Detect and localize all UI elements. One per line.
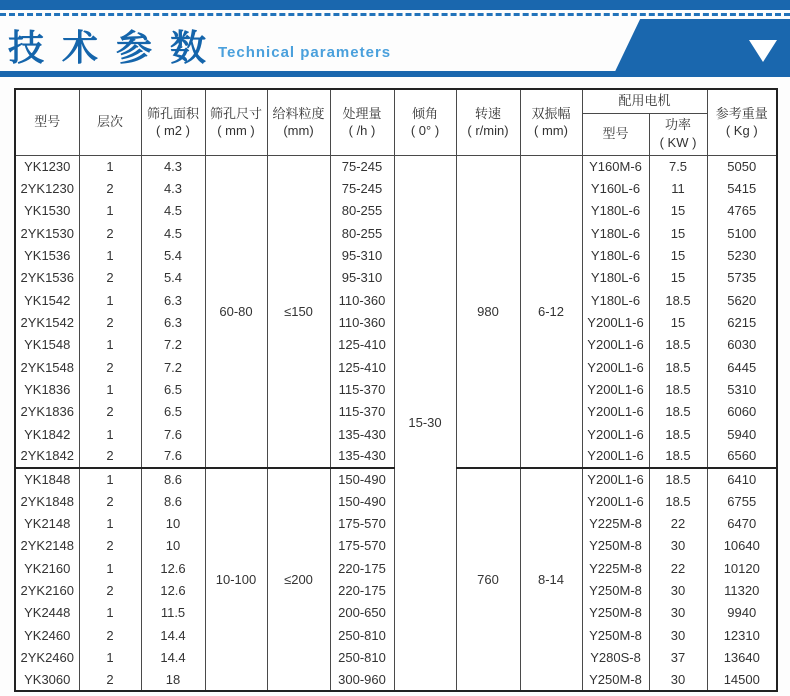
col-header-motor-power: 功率 ( KW ) bbox=[649, 113, 707, 155]
cell-weight: 5310 bbox=[707, 378, 777, 400]
cell-layers: 2 bbox=[79, 401, 141, 423]
cell-motor-model: Y160M-6 bbox=[582, 155, 649, 177]
cell-area: 10 bbox=[141, 535, 205, 557]
cell-motor-model: Y200L1-6 bbox=[582, 423, 649, 445]
cell-weight: 13640 bbox=[707, 646, 777, 668]
col-header-capacity: 处理量 ( /h ) bbox=[330, 89, 394, 155]
cell-motor-power: 30 bbox=[649, 579, 707, 601]
cell-hole-size: 10-100 bbox=[205, 468, 267, 691]
cell-weight: 6410 bbox=[707, 468, 777, 490]
cell-model: YK1548 bbox=[15, 334, 79, 356]
cell-capacity: 175-570 bbox=[330, 535, 394, 557]
cell-layers: 2 bbox=[79, 222, 141, 244]
cell-weight: 9940 bbox=[707, 602, 777, 624]
cell-weight: 6470 bbox=[707, 512, 777, 534]
cell-weight: 6560 bbox=[707, 445, 777, 467]
cell-weight: 5940 bbox=[707, 423, 777, 445]
cell-motor-model: Y200L1-6 bbox=[582, 445, 649, 467]
cell-motor-power: 18.5 bbox=[649, 445, 707, 467]
cell-motor-power: 37 bbox=[649, 646, 707, 668]
cell-motor-power: 11 bbox=[649, 177, 707, 199]
cell-model: YK3060 bbox=[15, 669, 79, 691]
cell-layers: 1 bbox=[79, 602, 141, 624]
cell-capacity: 80-255 bbox=[330, 222, 394, 244]
cell-model: 2YK1536 bbox=[15, 267, 79, 289]
col-header-incline: 倾角 ( 0° ) bbox=[394, 89, 456, 155]
cell-model: 2YK1842 bbox=[15, 445, 79, 467]
cell-layers: 2 bbox=[79, 490, 141, 512]
top-accent-bar bbox=[0, 0, 790, 10]
table-header bbox=[15, 89, 777, 155]
cell-weight: 11320 bbox=[707, 579, 777, 601]
cell-motor-model: Y200L1-6 bbox=[582, 356, 649, 378]
cell-capacity: 110-360 bbox=[330, 311, 394, 333]
cell-motor-model: Y250M-8 bbox=[582, 624, 649, 646]
cell-area: 10 bbox=[141, 512, 205, 534]
table-body bbox=[15, 155, 777, 691]
cell-weight: 5620 bbox=[707, 289, 777, 311]
col-header-speed: 转速 ( r/min) bbox=[456, 89, 520, 155]
cell-area: 12.6 bbox=[141, 557, 205, 579]
cell-model: YK2160 bbox=[15, 557, 79, 579]
cell-weight: 6030 bbox=[707, 334, 777, 356]
cell-area: 14.4 bbox=[141, 646, 205, 668]
cell-motor-power: 22 bbox=[649, 557, 707, 579]
cell-motor-model: Y250M-8 bbox=[582, 579, 649, 601]
cell-capacity: 95-310 bbox=[330, 244, 394, 266]
cell-capacity: 300-960 bbox=[330, 669, 394, 691]
cell-motor-model: Y200L1-6 bbox=[582, 334, 649, 356]
cell-capacity: 250-810 bbox=[330, 646, 394, 668]
cell-motor-model: Y250M-8 bbox=[582, 602, 649, 624]
cell-weight: 14500 bbox=[707, 669, 777, 691]
cell-capacity: 115-370 bbox=[330, 378, 394, 400]
cell-amplitude: 6-12 bbox=[520, 155, 582, 468]
cell-capacity: 135-430 bbox=[330, 445, 394, 467]
cell-layers: 1 bbox=[79, 557, 141, 579]
cell-weight: 5050 bbox=[707, 155, 777, 177]
cell-area: 7.2 bbox=[141, 334, 205, 356]
cell-layers: 2 bbox=[79, 267, 141, 289]
cell-motor-power: 22 bbox=[649, 512, 707, 534]
cell-speed: 980 bbox=[456, 155, 520, 468]
cell-weight: 10640 bbox=[707, 535, 777, 557]
cell-area: 11.5 bbox=[141, 602, 205, 624]
cell-weight: 5100 bbox=[707, 222, 777, 244]
cell-motor-power: 30 bbox=[649, 669, 707, 691]
cell-motor-power: 30 bbox=[649, 602, 707, 624]
cell-hole-size: 60-80 bbox=[205, 155, 267, 468]
cell-model: 2YK2148 bbox=[15, 535, 79, 557]
cell-motor-model: Y225M-8 bbox=[582, 557, 649, 579]
cell-capacity: 110-360 bbox=[330, 289, 394, 311]
cell-area: 6.5 bbox=[141, 378, 205, 400]
page-subtitle: Technical parameters bbox=[218, 44, 392, 61]
cell-model: YK1230 bbox=[15, 155, 79, 177]
cell-area: 7.6 bbox=[141, 445, 205, 467]
cell-area: 8.6 bbox=[141, 490, 205, 512]
cell-capacity: 220-175 bbox=[330, 579, 394, 601]
cell-model: 2YK1230 bbox=[15, 177, 79, 199]
cell-layers: 1 bbox=[79, 334, 141, 356]
cell-area: 14.4 bbox=[141, 624, 205, 646]
cell-model: 2YK2460 bbox=[15, 646, 79, 668]
col-header-feed-size: 给料粒度 (mm) bbox=[267, 89, 330, 155]
cell-capacity: 75-245 bbox=[330, 155, 394, 177]
cell-motor-model: Y200L1-6 bbox=[582, 468, 649, 490]
cell-area: 7.2 bbox=[141, 356, 205, 378]
banner-flag bbox=[605, 19, 790, 77]
cell-area: 5.4 bbox=[141, 244, 205, 266]
cell-layers: 1 bbox=[79, 378, 141, 400]
cell-motor-power: 15 bbox=[649, 311, 707, 333]
cell-weight: 12310 bbox=[707, 624, 777, 646]
cell-model: YK1542 bbox=[15, 289, 79, 311]
cell-motor-model: Y250M-8 bbox=[582, 535, 649, 557]
cell-motor-model: Y200L1-6 bbox=[582, 311, 649, 333]
cell-motor-power: 18.5 bbox=[649, 401, 707, 423]
cell-weight: 10120 bbox=[707, 557, 777, 579]
col-header-screen-area: 筛孔面积 ( m2 ) bbox=[141, 89, 205, 155]
cell-capacity: 125-410 bbox=[330, 334, 394, 356]
col-header-layers: 层次 bbox=[79, 89, 141, 155]
dashed-divider bbox=[0, 13, 790, 16]
cell-motor-power: 18.5 bbox=[649, 490, 707, 512]
cell-model: 2YK1836 bbox=[15, 401, 79, 423]
cell-motor-model: Y200L1-6 bbox=[582, 401, 649, 423]
cell-model: YK1848 bbox=[15, 468, 79, 490]
cell-speed: 760 bbox=[456, 468, 520, 691]
cell-capacity: 150-490 bbox=[330, 490, 394, 512]
cell-motor-power: 15 bbox=[649, 222, 707, 244]
cell-feed-size: ≤150 bbox=[267, 155, 330, 468]
cell-motor-power: 30 bbox=[649, 624, 707, 646]
cell-model: YK2148 bbox=[15, 512, 79, 534]
page-title: 技 术 参 数 bbox=[8, 27, 211, 68]
cell-motor-model: Y225M-8 bbox=[582, 512, 649, 534]
spec-table-wrap bbox=[14, 88, 778, 692]
cell-amplitude: 8-14 bbox=[520, 468, 582, 691]
cell-motor-model: Y180L-6 bbox=[582, 289, 649, 311]
cell-motor-power: 30 bbox=[649, 535, 707, 557]
cell-motor-power: 18.5 bbox=[649, 423, 707, 445]
cell-motor-power: 18.5 bbox=[649, 356, 707, 378]
table-row bbox=[15, 155, 777, 177]
cell-weight: 5415 bbox=[707, 177, 777, 199]
cell-motor-power: 18.5 bbox=[649, 289, 707, 311]
cell-layers: 2 bbox=[79, 535, 141, 557]
cell-model: 2YK1548 bbox=[15, 356, 79, 378]
cell-area: 6.5 bbox=[141, 401, 205, 423]
cell-area: 5.4 bbox=[141, 267, 205, 289]
cell-motor-model: Y180L-6 bbox=[582, 244, 649, 266]
cell-motor-model: Y280S-8 bbox=[582, 646, 649, 668]
cell-weight: 4765 bbox=[707, 200, 777, 222]
cell-motor-model: Y200L1-6 bbox=[582, 378, 649, 400]
cell-layers: 1 bbox=[79, 289, 141, 311]
cell-weight: 6215 bbox=[707, 311, 777, 333]
cell-motor-power: 18.5 bbox=[649, 378, 707, 400]
cell-model: 2YK1848 bbox=[15, 490, 79, 512]
cell-motor-model: Y200L1-6 bbox=[582, 490, 649, 512]
cell-layers: 2 bbox=[79, 311, 141, 333]
cell-motor-model: Y180L-6 bbox=[582, 222, 649, 244]
triangle-down-icon bbox=[749, 40, 777, 62]
cell-motor-power: 15 bbox=[649, 200, 707, 222]
cell-layers: 1 bbox=[79, 512, 141, 534]
cell-layers: 1 bbox=[79, 200, 141, 222]
cell-incline: 15-30 bbox=[394, 155, 456, 691]
cell-area: 18 bbox=[141, 669, 205, 691]
cell-capacity: 80-255 bbox=[330, 200, 394, 222]
cell-motor-power: 7.5 bbox=[649, 155, 707, 177]
cell-motor-power: 18.5 bbox=[649, 334, 707, 356]
spec-table bbox=[14, 88, 778, 692]
col-header-motor-group: 配用电机 bbox=[582, 89, 707, 113]
col-header-weight: 参考重量 ( Kg ) bbox=[707, 89, 777, 155]
cell-capacity: 125-410 bbox=[330, 356, 394, 378]
cell-area: 4.3 bbox=[141, 177, 205, 199]
cell-capacity: 200-650 bbox=[330, 602, 394, 624]
cell-area: 4.5 bbox=[141, 222, 205, 244]
cell-weight: 5230 bbox=[707, 244, 777, 266]
cell-area: 6.3 bbox=[141, 289, 205, 311]
cell-motor-model: Y180L-6 bbox=[582, 200, 649, 222]
cell-area: 4.5 bbox=[141, 200, 205, 222]
col-header-model: 型号 bbox=[15, 89, 79, 155]
cell-model: YK2460 bbox=[15, 624, 79, 646]
cell-model: YK1836 bbox=[15, 378, 79, 400]
cell-layers: 1 bbox=[79, 423, 141, 445]
cell-model: YK1842 bbox=[15, 423, 79, 445]
cell-layers: 1 bbox=[79, 155, 141, 177]
cell-feed-size: ≤200 bbox=[267, 468, 330, 691]
cell-capacity: 220-175 bbox=[330, 557, 394, 579]
cell-area: 12.6 bbox=[141, 579, 205, 601]
cell-layers: 2 bbox=[79, 669, 141, 691]
cell-motor-power: 18.5 bbox=[649, 468, 707, 490]
cell-model: 2YK1530 bbox=[15, 222, 79, 244]
cell-area: 7.6 bbox=[141, 423, 205, 445]
cell-model: YK1536 bbox=[15, 244, 79, 266]
cell-layers: 1 bbox=[79, 646, 141, 668]
cell-motor-power: 15 bbox=[649, 267, 707, 289]
cell-area: 6.3 bbox=[141, 311, 205, 333]
cell-capacity: 135-430 bbox=[330, 423, 394, 445]
cell-area: 8.6 bbox=[141, 468, 205, 490]
col-header-motor-model: 型号 bbox=[582, 113, 649, 155]
cell-weight: 6445 bbox=[707, 356, 777, 378]
cell-layers: 1 bbox=[79, 468, 141, 490]
cell-layers: 2 bbox=[79, 356, 141, 378]
cell-layers: 2 bbox=[79, 177, 141, 199]
cell-capacity: 115-370 bbox=[330, 401, 394, 423]
col-header-hole-size: 筛孔尺寸 ( mm ) bbox=[205, 89, 267, 155]
cell-layers: 2 bbox=[79, 624, 141, 646]
cell-layers: 2 bbox=[79, 445, 141, 467]
cell-capacity: 95-310 bbox=[330, 267, 394, 289]
cell-capacity: 75-245 bbox=[330, 177, 394, 199]
cell-capacity: 250-810 bbox=[330, 624, 394, 646]
cell-model: YK2448 bbox=[15, 602, 79, 624]
cell-area: 4.3 bbox=[141, 155, 205, 177]
cell-model: YK1530 bbox=[15, 200, 79, 222]
cell-motor-model: Y180L-6 bbox=[582, 267, 649, 289]
col-header-amplitude: 双振幅 ( mm) bbox=[520, 89, 582, 155]
cell-model: 2YK2160 bbox=[15, 579, 79, 601]
cell-model: 2YK1542 bbox=[15, 311, 79, 333]
cell-layers: 2 bbox=[79, 579, 141, 601]
cell-capacity: 175-570 bbox=[330, 512, 394, 534]
cell-motor-model: Y160L-6 bbox=[582, 177, 649, 199]
cell-motor-power: 15 bbox=[649, 244, 707, 266]
cell-motor-model: Y250M-8 bbox=[582, 669, 649, 691]
cell-capacity: 150-490 bbox=[330, 468, 394, 490]
cell-layers: 1 bbox=[79, 244, 141, 266]
cell-weight: 5735 bbox=[707, 267, 777, 289]
cell-weight: 6060 bbox=[707, 401, 777, 423]
cell-weight: 6755 bbox=[707, 490, 777, 512]
